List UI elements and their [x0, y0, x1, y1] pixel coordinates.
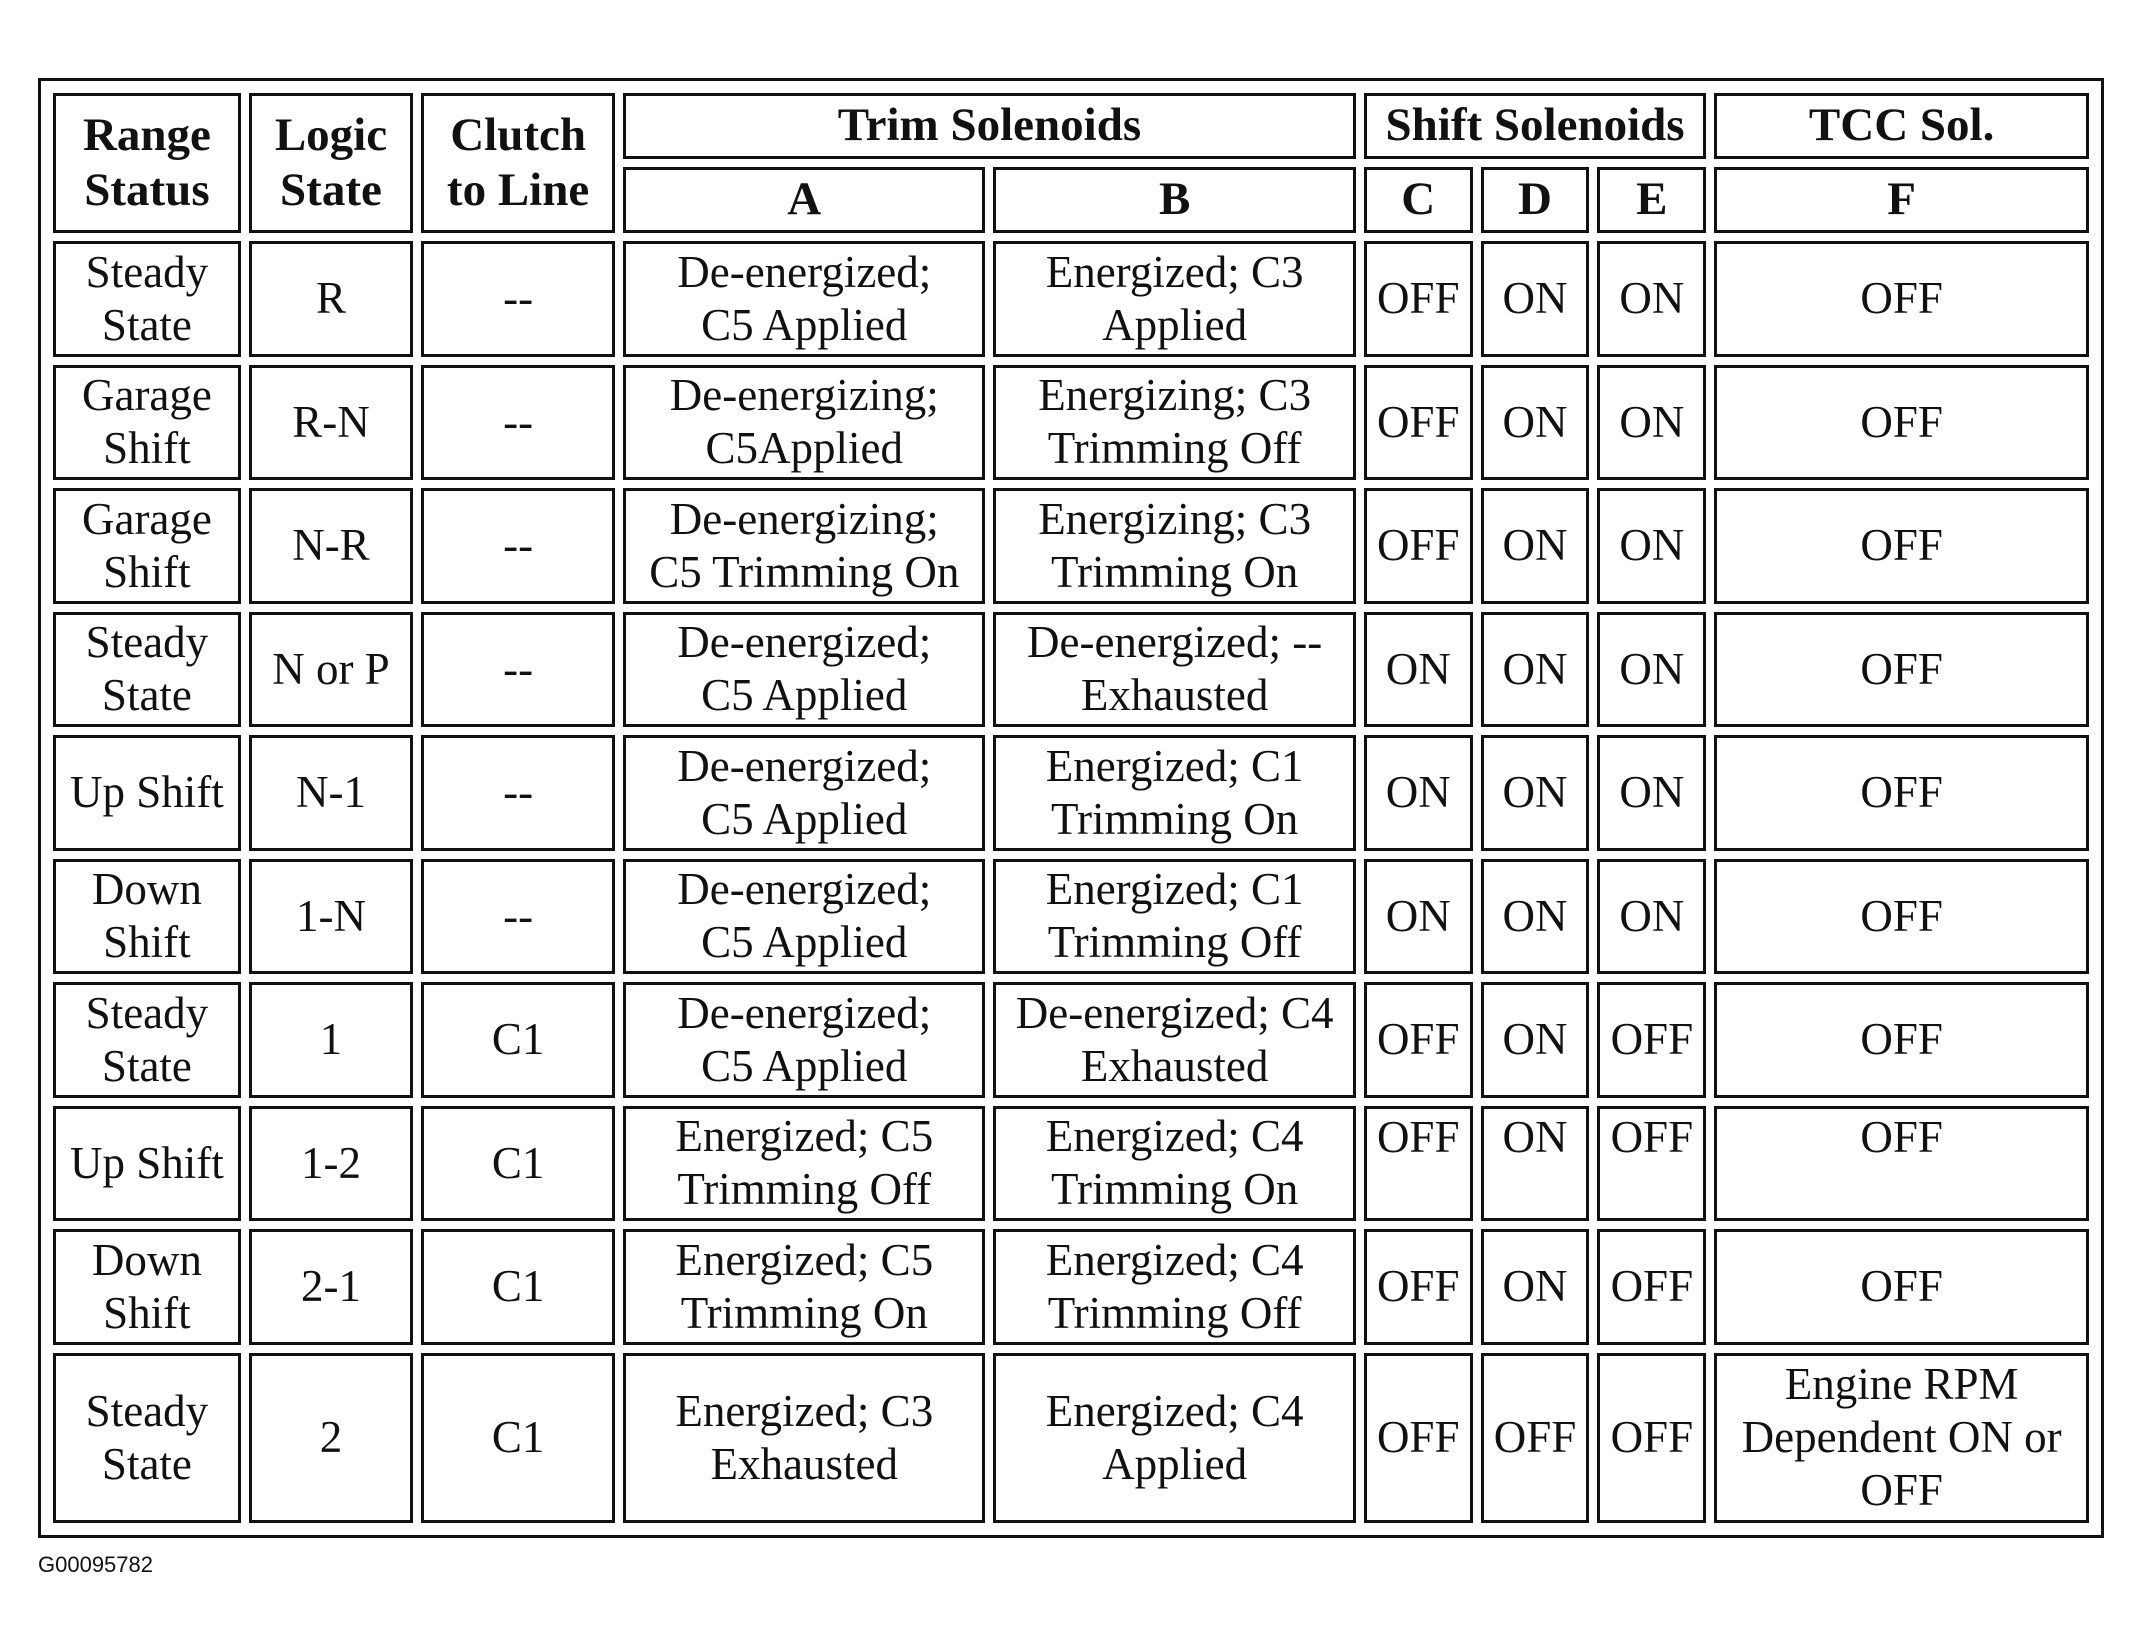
cell-logic-state: 2-1: [249, 1229, 413, 1345]
cell-trim-a: De-energized; C5 Applied: [623, 982, 985, 1098]
cell-clutch-to-line: --: [421, 241, 615, 357]
cell-trim-a: De-energizing; C5Applied: [623, 365, 985, 481]
header-col-d: D: [1481, 167, 1590, 233]
cell-shift-d: ON: [1481, 488, 1590, 604]
header-range-status: Range Status: [53, 93, 241, 233]
cell-trim-b: De-energized; C4 Exhausted: [993, 982, 1355, 1098]
cell-shift-e: OFF: [1597, 1229, 1706, 1345]
cell-range-status: Garage Shift: [53, 365, 241, 481]
figure-id: G00095782: [38, 1552, 153, 1577]
cell-trim-b: Energized; C1 Trimming On: [993, 735, 1355, 851]
cell-logic-state: 1: [249, 982, 413, 1098]
header-shift-solenoids: Shift Solenoids: [1364, 93, 1706, 159]
cell-trim-b: Energized; C4 Applied: [993, 1353, 1355, 1523]
cell-shift-c: ON: [1364, 859, 1473, 975]
cell-trim-b: Energizing; C3 Trimming Off: [993, 365, 1355, 481]
header-col-c: C: [1364, 167, 1473, 233]
solenoid-table-frame: [38, 78, 2104, 1538]
cell-logic-state: N or P: [249, 612, 413, 728]
cell-range-status: Steady State: [53, 1353, 241, 1523]
cell-shift-d: ON: [1481, 241, 1590, 357]
cell-tcc-f: OFF: [1714, 612, 2089, 728]
cell-shift-e: OFF: [1597, 982, 1706, 1098]
cell-shift-d: ON: [1481, 735, 1590, 851]
cell-shift-d: ON: [1481, 859, 1590, 975]
cell-shift-c: OFF: [1364, 982, 1473, 1098]
cell-range-status: Up Shift: [53, 1106, 241, 1222]
cell-tcc-f: OFF: [1714, 488, 2089, 604]
table-row: [53, 612, 2089, 728]
table-row: [53, 488, 2089, 604]
cell-shift-e: OFF: [1597, 1353, 1706, 1523]
cell-trim-a: De-energizing; C5 Trimming On: [623, 488, 985, 604]
cell-trim-a: Energized; C5 Trimming On: [623, 1229, 985, 1345]
table-row: [53, 365, 2089, 481]
table-row: [53, 1106, 2089, 1222]
cell-trim-b: Energized; C4 Trimming Off: [993, 1229, 1355, 1345]
header-clutch-to-line: Clutch to Line: [421, 93, 615, 233]
cell-tcc-f: OFF: [1714, 1229, 2089, 1345]
cell-trim-a: Energized; C3 Exhausted: [623, 1353, 985, 1523]
cell-shift-c: OFF: [1364, 365, 1473, 481]
cell-shift-e: ON: [1597, 859, 1706, 975]
cell-clutch-to-line: --: [421, 859, 615, 975]
cell-tcc-f: Engine RPM Dependent ON or OFF: [1714, 1353, 2089, 1523]
cell-shift-c: OFF: [1364, 241, 1473, 357]
cell-logic-state: 2: [249, 1353, 413, 1523]
cell-shift-d: ON: [1481, 1229, 1590, 1345]
cell-tcc-f: OFF: [1714, 859, 2089, 975]
cell-shift-d: ON: [1481, 1106, 1590, 1222]
cell-trim-a: De-energized; C5 Applied: [623, 735, 985, 851]
cell-shift-e: OFF: [1597, 1106, 1706, 1222]
cell-clutch-to-line: --: [421, 488, 615, 604]
header-col-f: F: [1714, 167, 2089, 233]
cell-clutch-to-line: C1: [421, 1353, 615, 1523]
table-body: [53, 241, 2089, 1523]
cell-tcc-f: OFF: [1714, 241, 2089, 357]
cell-range-status: Garage Shift: [53, 488, 241, 604]
cell-shift-c: ON: [1364, 612, 1473, 728]
cell-trim-b: Energized; C4 Trimming On: [993, 1106, 1355, 1222]
cell-shift-e: ON: [1597, 365, 1706, 481]
table-row: [53, 735, 2089, 851]
cell-tcc-f: OFF: [1714, 982, 2089, 1098]
cell-trim-b: Energizing; C3 Trimming On: [993, 488, 1355, 604]
cell-shift-c: OFF: [1364, 1106, 1473, 1222]
cell-clutch-to-line: C1: [421, 982, 615, 1098]
table-row: [53, 1353, 2089, 1523]
cell-shift-c: OFF: [1364, 1353, 1473, 1523]
cell-shift-d: ON: [1481, 612, 1590, 728]
cell-trim-a: De-energized; C5 Applied: [623, 859, 985, 975]
header-col-b: B: [993, 167, 1355, 233]
cell-trim-b: De-energized; -- Exhausted: [993, 612, 1355, 728]
table-row: [53, 982, 2089, 1098]
table-row: [53, 1229, 2089, 1345]
cell-trim-b: Energized; C3 Applied: [993, 241, 1355, 357]
cell-trim-a: De-energized; C5 Applied: [623, 241, 985, 357]
cell-shift-d: OFF: [1481, 1353, 1590, 1523]
cell-trim-a: Energized; C5 Trimming Off: [623, 1106, 985, 1222]
cell-range-status: Down Shift: [53, 859, 241, 975]
cell-clutch-to-line: --: [421, 612, 615, 728]
cell-trim-b: Energized; C1 Trimming Off: [993, 859, 1355, 975]
header-col-a: A: [623, 167, 985, 233]
cell-range-status: Up Shift: [53, 735, 241, 851]
cell-range-status: Steady State: [53, 241, 241, 357]
cell-logic-state: N-1: [249, 735, 413, 851]
table-row: [53, 859, 2089, 975]
cell-range-status: Steady State: [53, 982, 241, 1098]
solenoid-application-table: [45, 85, 2097, 1531]
header-tcc-sol: TCC Sol.: [1714, 93, 2089, 159]
cell-shift-c: OFF: [1364, 1229, 1473, 1345]
cell-shift-e: ON: [1597, 612, 1706, 728]
cell-tcc-f: OFF: [1714, 1106, 2089, 1222]
cell-trim-a: De-energized; C5 Applied: [623, 612, 985, 728]
cell-clutch-to-line: C1: [421, 1229, 615, 1345]
cell-clutch-to-line: --: [421, 735, 615, 851]
header-col-e: E: [1597, 167, 1706, 233]
cell-tcc-f: OFF: [1714, 735, 2089, 851]
cell-clutch-to-line: --: [421, 365, 615, 481]
cell-range-status: Steady State: [53, 612, 241, 728]
cell-shift-c: OFF: [1364, 488, 1473, 604]
cell-logic-state: R-N: [249, 365, 413, 481]
cell-logic-state: R: [249, 241, 413, 357]
cell-tcc-f: OFF: [1714, 365, 2089, 481]
cell-shift-c: ON: [1364, 735, 1473, 851]
cell-logic-state: 1-N: [249, 859, 413, 975]
cell-shift-d: ON: [1481, 365, 1590, 481]
cell-shift-e: ON: [1597, 735, 1706, 851]
table-row: [53, 241, 2089, 357]
cell-shift-e: ON: [1597, 488, 1706, 604]
cell-shift-e: ON: [1597, 241, 1706, 357]
cell-range-status: Down Shift: [53, 1229, 241, 1345]
cell-clutch-to-line: C1: [421, 1106, 615, 1222]
header-logic-state: Logic State: [249, 93, 413, 233]
cell-shift-d: ON: [1481, 982, 1590, 1098]
header-row-groups: [53, 93, 2089, 159]
cell-logic-state: N-R: [249, 488, 413, 604]
cell-logic-state: 1-2: [249, 1106, 413, 1222]
header-trim-solenoids: Trim Solenoids: [623, 93, 1356, 159]
